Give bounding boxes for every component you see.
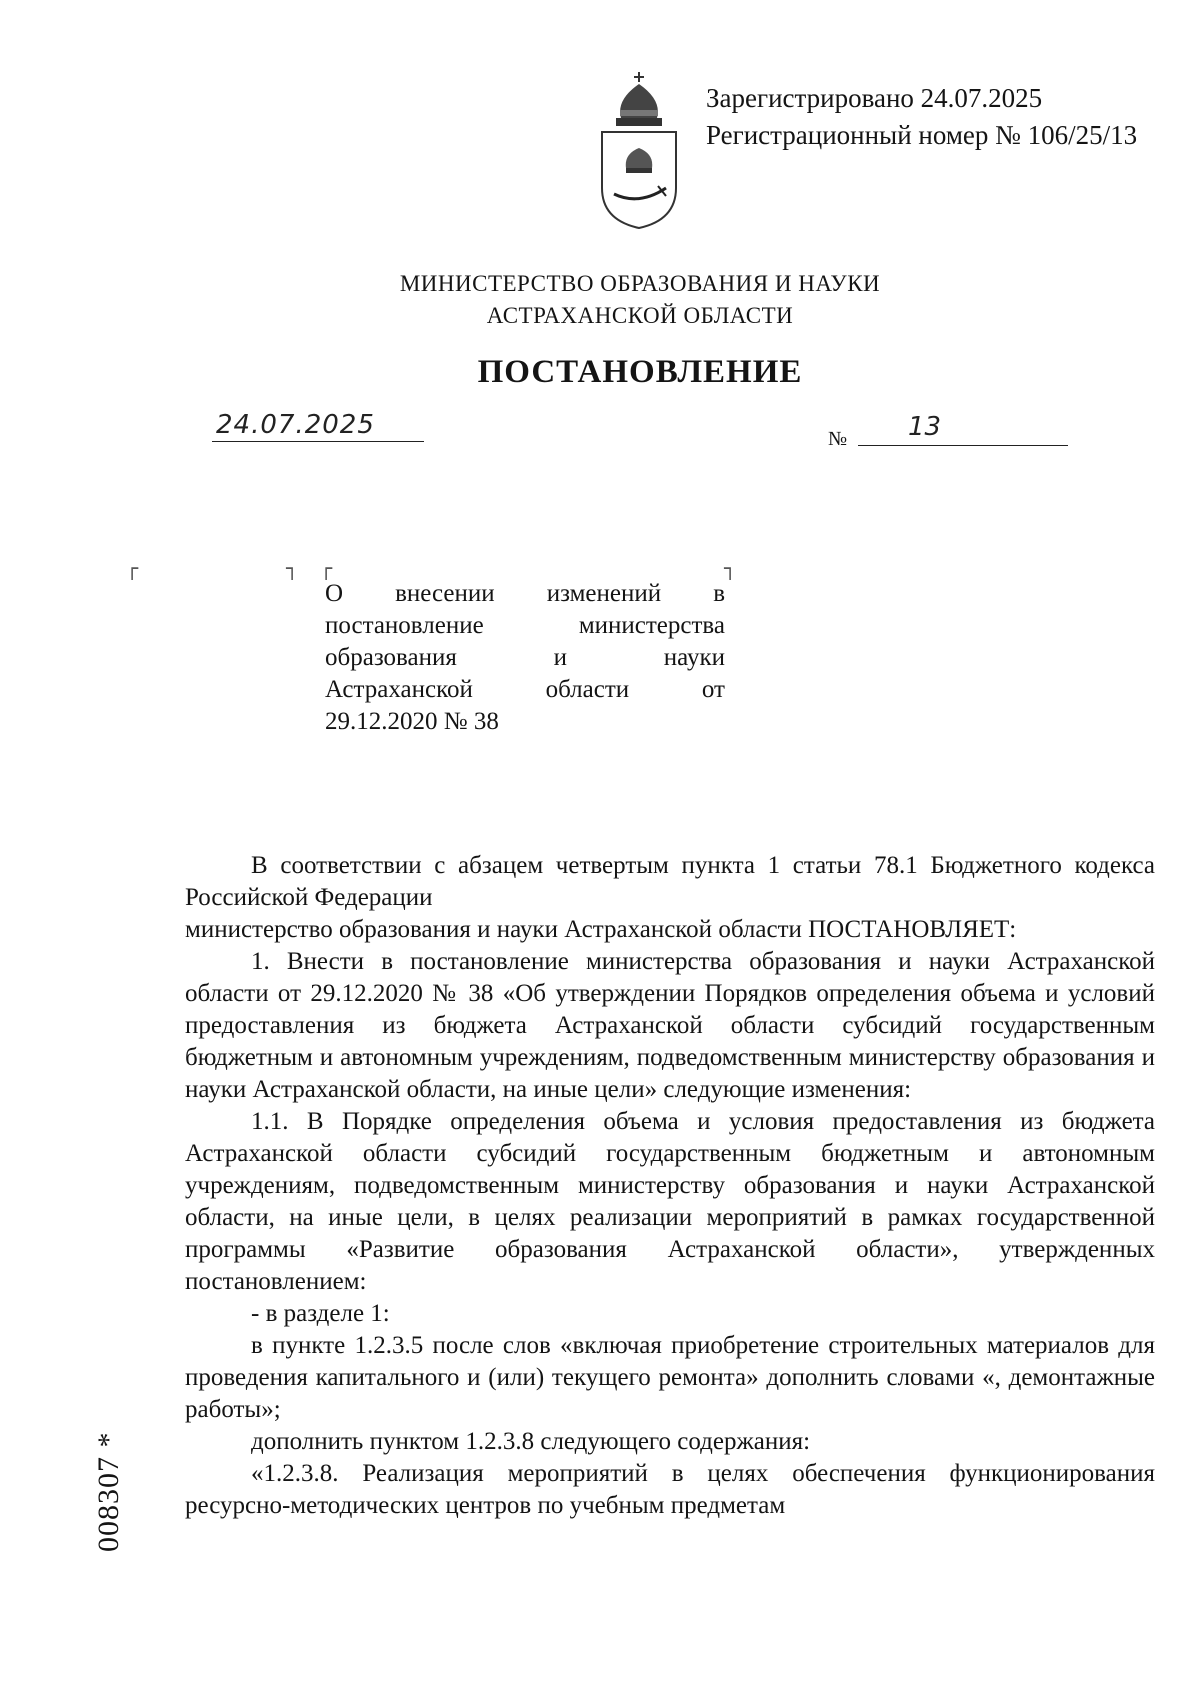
handwritten-date: 24.07.2025: [216, 410, 375, 440]
subject-line: Астраханской области от: [325, 676, 725, 703]
ministry-name-line2: АСТРАХАНСКОЙ ОБЛАСТИ: [486, 303, 794, 328]
body-paragraph: в пункте 1.2.3.5 после слов «включая приобретение строительных материалов для проведения капитального и (или) текущего ремонта» дополнить словами «, демонтажные работы»;: [185, 1332, 1155, 1423]
registration-number: Регистрационный номер № 106/25/13: [706, 120, 1138, 150]
body-paragraph: дополнить пунктом 1.2.3.8 следующего содержания:: [251, 1428, 811, 1455]
body-paragraph: 1. Внести в постановление министерства образования и науки Астраханской области от 29.12.2020 № 38 «Об утверждении Порядков определения объема и условий предоставления из бюджета Астраханской области субсидий государственным бюджетным и автономным учреждениям, подведомственным министерству образования и науки Астраханской области, на иные цели» следующие изменения:: [185, 948, 1155, 1103]
subject-line: постановление министерства: [325, 612, 725, 639]
side-registry-code: 008307 *: [92, 1431, 125, 1552]
corner-bracket-top-left: ┌: [126, 556, 139, 580]
corner-bracket-top-right: ┐: [286, 556, 299, 580]
number-underline: [858, 444, 1068, 446]
number-label: №: [828, 428, 848, 450]
subject-line: 29.12.2020 № 38: [325, 708, 499, 735]
corner-bracket-subject-left: ┌: [320, 556, 333, 580]
body-paragraph: В соответствии с абзацем четвертым пункта 1 статьи 78.1 Бюджетного кодекса Российской Федерации: [185, 852, 1155, 911]
document-subject: [325, 578, 725, 738]
registration-date: Зарегистрировано 24.07.2025: [706, 83, 1043, 113]
date-underline: [212, 440, 424, 442]
document-body: [185, 850, 1155, 1522]
document-type-title: ПОСТАНОВЛЕНИЕ: [477, 354, 803, 390]
handwritten-number: 13: [908, 412, 942, 442]
ministry-name-line1: МИНИСТЕРСТВО ОБРАЗОВАНИЯ И НАУКИ: [399, 271, 881, 296]
body-paragraph: - в разделе 1:: [251, 1300, 390, 1327]
ministry-name: [0, 268, 1200, 332]
corner-bracket-subject-right: ┐: [724, 556, 737, 580]
registration-stamp: [706, 80, 1137, 154]
subject-line: образования и науки: [325, 644, 725, 671]
body-paragraph: «1.2.3.8. Реализация мероприятий в целях обеспечения функционирования ресурсно-методических центров по учебным предметам: [185, 1460, 1155, 1519]
coat-of-arms-icon: [596, 70, 682, 230]
body-paragraph: министерство образования и науки Астраханской области ПОСТАНОВЛЯЕТ:: [185, 916, 1017, 943]
subject-line: О внесении изменений в: [325, 580, 725, 607]
body-paragraph: 1.1. В Порядке определения объема и условия предоставления из бюджета Астраханской области субсидий государственным бюджетным и автономным учреждениям, подведомственным министерству образования и науки Астраханской области, на иные цели, в целях реализации мероприятий в рамках государственной программы «Развитие образования Астраханской области», утвержденных постановлением:: [185, 1108, 1155, 1295]
